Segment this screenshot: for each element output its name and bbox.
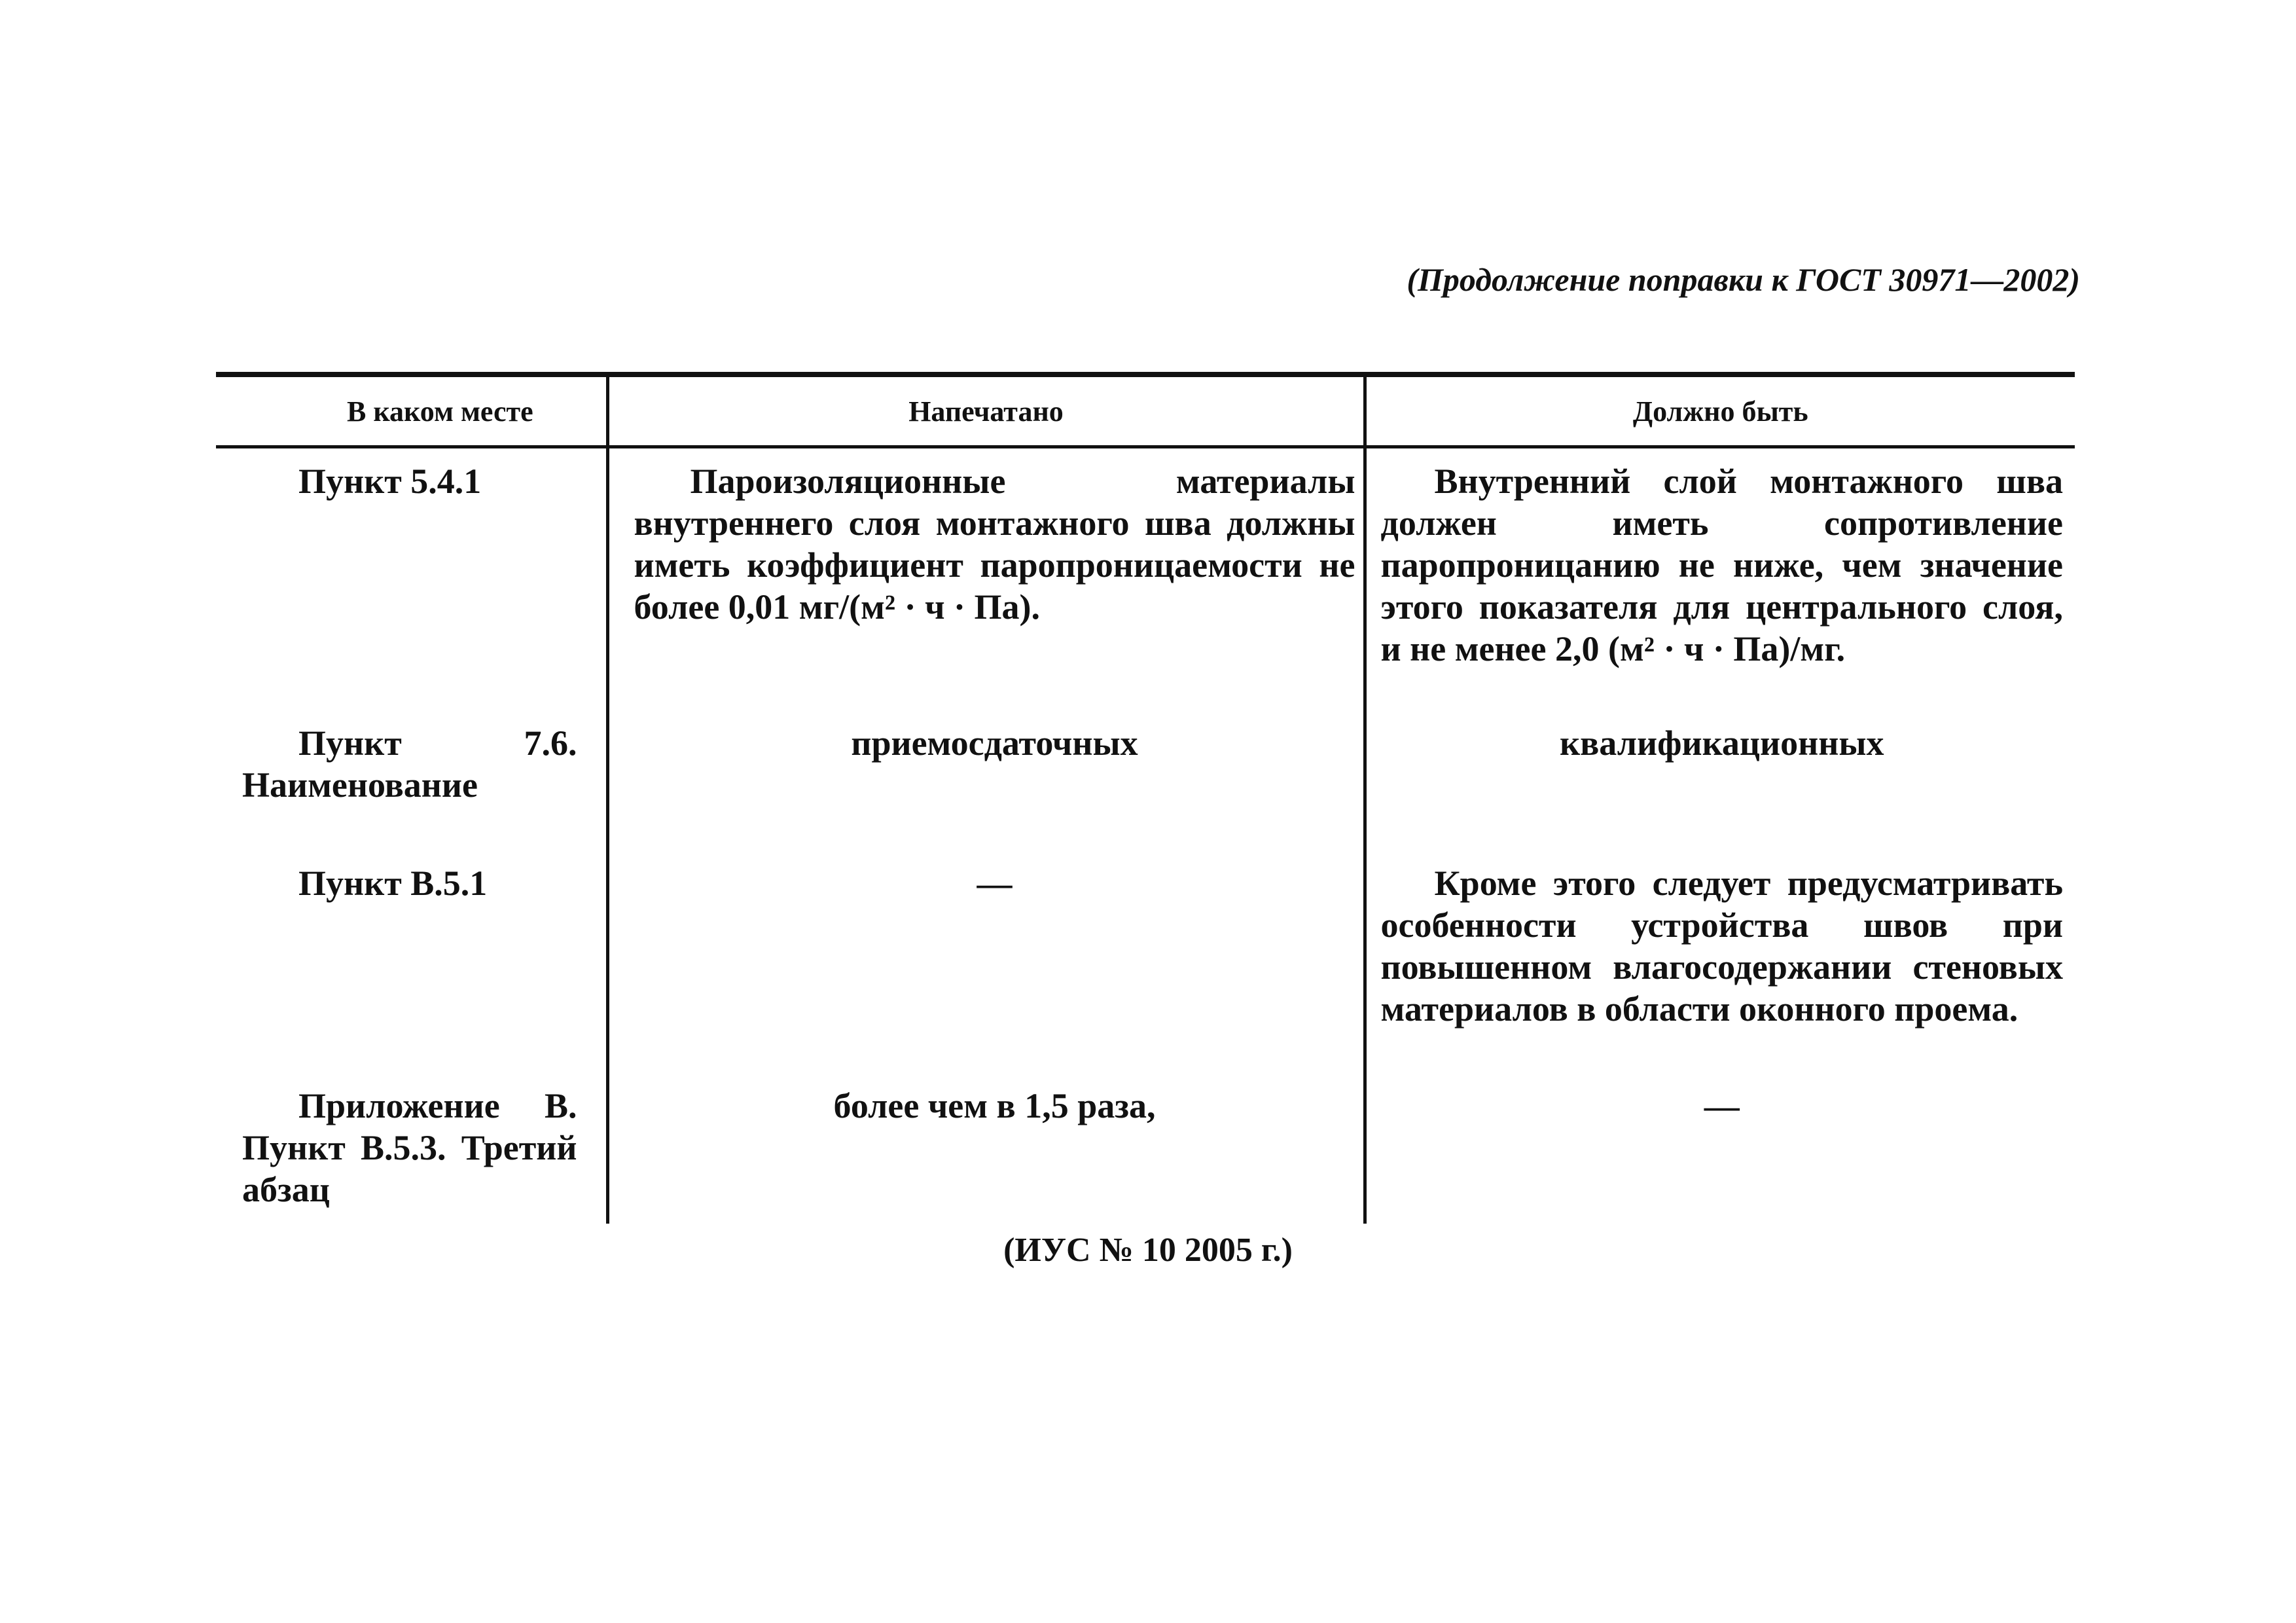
column-header-place: В каком месте [216, 374, 607, 447]
cell-printed: Пароизоляционные материалы внутреннего слоя монтажного шва должны иметь коэффициент паропроницаемости не более 0,01 мг/(м² · ч · Па). [607, 447, 1365, 711]
cell-printed: — [607, 849, 1365, 1072]
cell-should-be: — [1704, 1086, 1740, 1125]
table-header-row [216, 374, 2075, 447]
table-row [216, 447, 2075, 711]
continuation-header: (Продолжение поправки к ГОСТ 30971—2002) [1407, 261, 2080, 298]
cell-place: Пункт В.5.1 [216, 849, 607, 1072]
cell-printed: более чем в 1,5 раза, [607, 1072, 1365, 1224]
column-header-printed: Напечатано [607, 374, 1365, 447]
cell-should-be: квалификационных [1559, 723, 1884, 763]
cell-should-be: Внутренний слой монтажного шва должен иметь сопротивление паропроницанию не ниже, чем значение этого показателя для центрального слоя, и не менее 2,0 (м² · ч · Па)/мг. [1380, 462, 2063, 668]
cell-place: Пункт 7.6. Наименование [216, 710, 607, 849]
column-header-should-be: Должно быть [1365, 374, 2075, 447]
cell-should-be: Кроме этого следует предусматривать особенности устройства швов при повышенном влагосодержании стеновых материалов в области оконного проема. [1380, 864, 2063, 1029]
cell-place: Приложение В. Пункт В.5.3. Третий абзац [216, 1072, 607, 1224]
table-row [216, 710, 2075, 849]
source-reference: (ИУС № 10 2005 г.) [1003, 1231, 1293, 1269]
cell-printed: приемосдаточных [607, 710, 1365, 849]
table-row [216, 1072, 2075, 1224]
table-row [216, 849, 2075, 1072]
corrections-table [216, 372, 2075, 1224]
cell-place: Пункт 5.4.1 [216, 447, 607, 711]
